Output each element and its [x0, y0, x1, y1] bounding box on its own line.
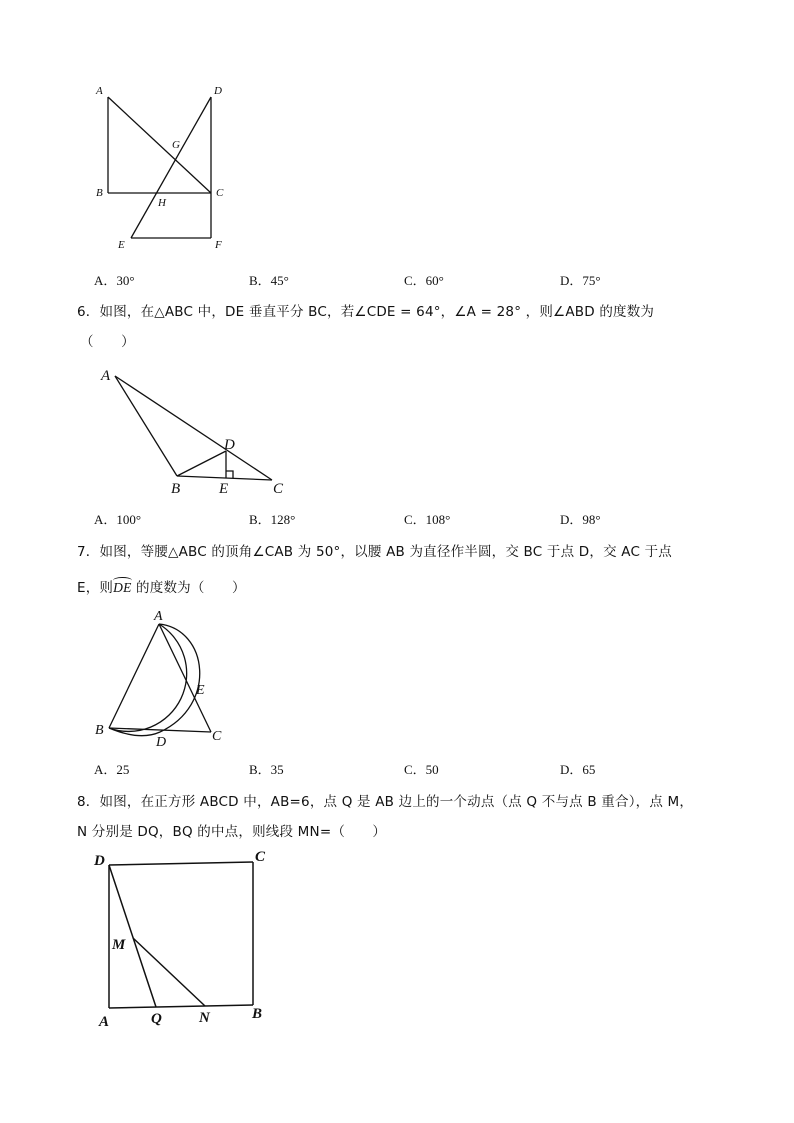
point-label-m: M	[112, 937, 126, 953]
point-label-d: D	[156, 735, 167, 750]
side-dc	[109, 862, 253, 865]
point-label-a: A	[101, 368, 111, 384]
point-label-b: B	[96, 187, 103, 199]
figure-q8	[90, 845, 280, 1035]
option-d[interactable]: D．98°	[560, 512, 601, 527]
point-label-c: C	[212, 729, 222, 744]
figure-q6	[95, 362, 300, 497]
point-label-e: E	[219, 481, 229, 497]
point-label-b: B	[171, 481, 181, 497]
option-c[interactable]: C．50	[404, 762, 439, 777]
segment-ab	[109, 624, 159, 728]
point-label-g: G	[172, 139, 180, 151]
semicircle-ab	[109, 624, 187, 736]
point-label-a: A	[96, 85, 103, 97]
option-b[interactable]: B．35	[249, 762, 284, 777]
semicircle-arc	[159, 624, 200, 732]
figure-q7	[90, 605, 240, 750]
question-6-blank: （ ）	[80, 334, 135, 350]
point-label-q: Q	[151, 1011, 162, 1027]
question-7-line2-post: 的度数为（ ）	[131, 580, 246, 596]
segment-bd	[177, 451, 226, 476]
question-6-text: 6．如图，在△ABC 中，DE 垂直平分 BC，若∠CDE = 64°，∠A = 28° ，则∠ABD 的度数为	[77, 304, 655, 320]
question-8-line2: N 分别是 DQ，BQ 的中点，则线段 MN=（ ）	[77, 824, 387, 840]
option-a[interactable]: A．25	[94, 762, 130, 777]
segment-dq	[109, 865, 156, 1007]
question-7-line2-pre: E，则	[77, 580, 114, 596]
question-7-line2	[77, 576, 246, 596]
option-d[interactable]: D．75°	[560, 273, 601, 288]
segment-ac	[115, 376, 272, 480]
segment-ab	[115, 376, 177, 476]
segment-bc	[177, 476, 272, 480]
segment-ac	[108, 97, 211, 193]
point-label-d: D	[214, 85, 222, 97]
point-label-f: F	[215, 239, 222, 251]
point-label-e: E	[118, 239, 125, 251]
point-label-e: E	[196, 683, 205, 698]
point-label-a: A	[154, 609, 163, 624]
figure-q5	[90, 80, 240, 255]
point-label-b: B	[252, 1006, 263, 1022]
option-b[interactable]: B．128°	[249, 512, 296, 527]
segment-ac	[159, 624, 211, 732]
option-d[interactable]: D．65	[560, 762, 596, 777]
option-a[interactable]: A．30°	[94, 273, 135, 288]
option-a[interactable]: A．100°	[94, 512, 142, 527]
segment-de	[131, 97, 211, 238]
point-label-c: C	[255, 849, 266, 865]
option-c[interactable]: C．108°	[404, 512, 451, 527]
option-c[interactable]: C．60°	[404, 273, 444, 288]
option-b[interactable]: B．45°	[249, 273, 289, 288]
point-label-d: D	[224, 437, 235, 453]
right-angle-mark	[226, 471, 233, 478]
question-7-text: 7．如图，等腰△ABC 的顶角∠CAB 为 50°，以腰 AB 为直径作半圆，交 BC 于点 D，交 AC 于点	[77, 544, 672, 560]
side-ab	[109, 1005, 253, 1008]
point-label-d: D	[94, 853, 105, 869]
arc-de-symbol: DE	[113, 580, 132, 595]
point-label-b: B	[95, 723, 104, 738]
point-label-c: C	[273, 481, 284, 497]
question-8-text: 8．如图，在正方形 ABCD 中，AB=6，点 Q 是 AB 边上的一个动点（点 Q 不与点 B 重合），点 M，	[77, 794, 694, 810]
point-label-n: N	[199, 1010, 210, 1026]
point-label-c: C	[216, 187, 224, 199]
point-label-h: H	[158, 197, 166, 209]
point-label-a: A	[99, 1014, 110, 1030]
